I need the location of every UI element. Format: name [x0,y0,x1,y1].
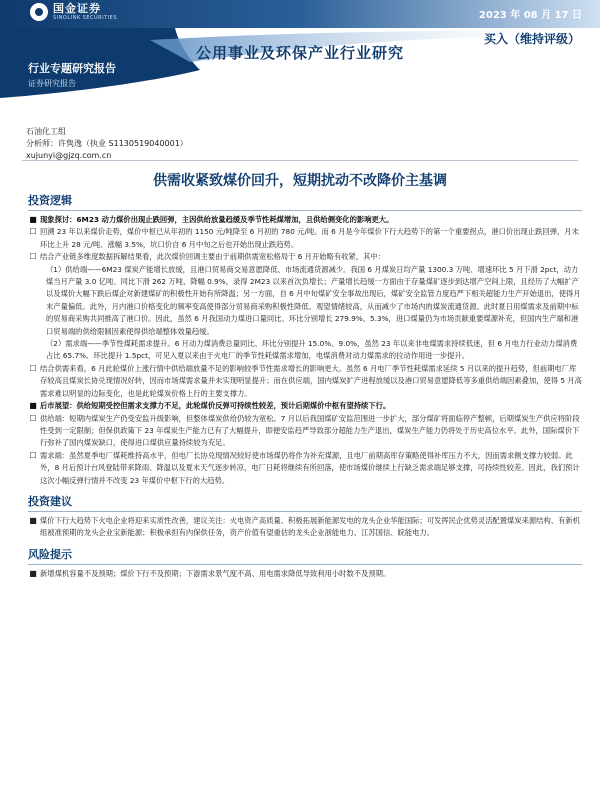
logo-name: 国金证券 [53,2,101,15]
square-bullet-icon: ■ [29,515,37,525]
paragraph-phenomenon [28,214,582,226]
paragraph-text: 供给端：短期内煤炭生产仍受安监升级影响，但整体煤炭供给仍较为宽松。7 月以后我国煤矿安监范围进一步扩大，部分煤矿将面临停产整顿，后期煤炭生产供应将阶段性受到一定限制；但保供政策下 23 年煤炭生产能力已有了大幅提升，即便安监趋严导致部分超能力生产退出，煤炭生产能力仍将处于历史高位水平。此外，国际煤价下行弥补了国内煤炭缺口，使得进口煤供应量持续较为充足。 [40,413,580,448]
report-type: 行业专题研究报告 [28,62,116,75]
checkbox-bullet-icon: ☐ [29,363,37,373]
paragraph-text: 煤价下行大趋势下火电企业将迎来实质性改善，建议关注：火电资产高质量、积极拓展新能源发电的龙头企业华能国际；可发挥民企优势灵活配置煤炭来源结构、有新机组被准预期的龙头企业宝新能源；积极承担有内保供任务，资产价值有望重估的龙头企业浙能电力、江苏国信、皖能电力。 [40,515,580,538]
paragraph-demand-side: （2）需求端——季节性煤耗需求提升。6 月动力煤消费总量同比、环比分别提升 15.0%、9.0%，虽然 23 年以来非电煤需求持续低迷，但 6 月电力行业动力煤消费占比 65.7%、环比提升 1.5pct，可见入夏以来由于火电厂的季节性耗煤需求增加，电煤消费对动力煤需求的拉动作用进一步提升。 [46,339,578,361]
report-body [28,192,582,580]
checkbox-bullet-icon: ☐ [29,413,37,423]
paragraph-supply-side: （1）供给端——6M23 煤炭产能增长放缓，且港口贸易商交易意愿降低、市场流通货源减少。我国 6 月煤炭日均产量 1300.3 万吨、增速环比 5 月下滑 2pct，动力煤当月产量 3.0 亿吨、同比下滑 262 万吨、降幅 0.9%，录得 2M23 以来首次负增长；产量增长趋缓一方面由于存量煤矿逐步到达增产空间上限，且经历了大幅扩产以及煤价大幅下跌后煤企对新建煤矿的积极性开始有所降温；另一方面，自 6 月中旬煤矿安全事故出现后，煤矿安全监管力度趋严下相关超能力生产开始退出，使得月末产量偏低。此外，月内港口价格变化的频率变高使得部分贸易商采购积极性降低、观望情绪较高，从而减少了市场内的煤炭流通货源。此时夏日用煤需求及前期中标的贸易商采购共同推高了港口价。因此，虽然 6 月我国动力煤进口量同比、环比分别增长 279.9%、5.3%，进口煤量仍为市场贡献重要煤源补充，但国内生产端和港口贸易端的供给限制因素使得供给端整体效量趋缓。 [46,264,581,336]
paragraph-text: 回溯 23 年以来煤价走势，煤价中枢已从年初的 1150 元/吨降至 6 月初的 780 元/吨。而 6 月是今年煤价下行大趋势下的第一个重要拐点，港口价出现止跌回弹，月末环比上升 28 元/吨、涨幅 3.5%，坑口价自 6 月中旬之后也开始出现止跌趋势。 [40,227,579,249]
paragraph-risk [28,568,582,580]
square-bullet-icon: ■ [29,215,37,224]
paragraph-text: 结合供需来看，6 月此轮煤价上涨行情中供给端放量不足的影响较季节性需求增长的影响更大。虽然 6 月电厂季节性耗煤需求延续 5 月以来的提升趋势，但前期电厂库存较高且煤炭长协兑现情况好转，因而市场煤需求量并未实现明显提升；而在供应端，国内煤炭扩产进程放缓以及港口贸易意愿降低等多重供给端因素叠加，使得 5 月高需求难以明显的边际变化，也是此轮煤炭价格上行的主要支撑力。 [40,363,582,398]
section-title-investment-advice: 投资建议 [28,493,582,512]
checkbox-bullet-icon: ☐ [29,450,37,460]
paragraph-demand-outlook [28,450,582,487]
paragraph-text: 现象探讨：6M23 动力煤价出现止跌回弹，主因供给放量趋缓及季节性耗煤增加，且供给侧变化的影响更大。 [40,215,394,224]
paragraph-text: 结合产业链多维度数据拆解结果看，此次煤价回调主要由于前期供需宽松格局于 6 月开始略有收紧，其中： [40,252,385,262]
paragraph-text: 后市展望：供给短期受控但需求支撑力不足，此轮煤价反弹可持续性较差，预计后期煤价中枢有望持续下行。 [40,401,391,411]
analyst-name: 分析师：许隽逸（执业 S1130519040001） [26,139,188,148]
analyst-group: 石油化工组 [26,127,66,136]
divider [22,160,578,161]
paragraph-supply-demand [28,363,582,400]
logo-english-name: SINOLINK SECURITIES [53,15,117,21]
square-bullet-icon: ■ [29,568,37,578]
paragraph-advice [28,515,582,540]
industry-title: 公用事业及环保产业行业研究 [196,44,405,62]
report-date: 2023 年 08 月 17 日 [478,10,582,21]
report-headline: 供需收紧致煤价回升，短期扰动不改降价主基调 [153,173,447,189]
checkbox-bullet-icon: ☐ [29,227,37,237]
paragraph-outlook [28,400,582,412]
paragraph-text: 新增煤机容量不及预期；煤价下行不及预期；下游需求景气度不高、用电需求降低导致利用小时数不及预期。 [40,568,391,578]
report-subtype: 证券研究报告 [28,79,76,88]
rating-badge: 买入（维持评级） [483,32,580,46]
section-title-risk: 风险提示 [28,546,582,565]
square-bullet-icon: ■ [29,401,37,411]
analyst-email[interactable]: xujunyi@gjzq.com.cn [26,151,112,160]
logo-emblem-icon [30,3,48,21]
section-title-investment-logic: 投资逻辑 [28,192,582,211]
paragraph-price-review [28,226,582,251]
paragraph-data-breakdown [28,251,582,263]
paragraph-text: 需求端：虽然夏季电厂煤耗维持高水平，但电厂长协兑现情况较好使市场煤仍将作为补充煤源，且电厂前期高库存策略使得补库压力不大，因而需求侧支撑力较弱。此外，8 月后预计台风登陆带来降雨、降温以及夏末天气逐步转凉，电厂日耗将继续有所回落，使市场煤价继续上行缺乏需求端足够支撑，可持续性较差。因此，我们预计这次小幅反弹行情并不改变 23 年煤价中枢下行的大趋势。 [40,450,580,485]
paragraph-supply-outlook [28,413,582,450]
analyst-info [26,126,188,162]
brand-logo [30,3,117,21]
checkbox-bullet-icon: ☐ [29,252,37,262]
